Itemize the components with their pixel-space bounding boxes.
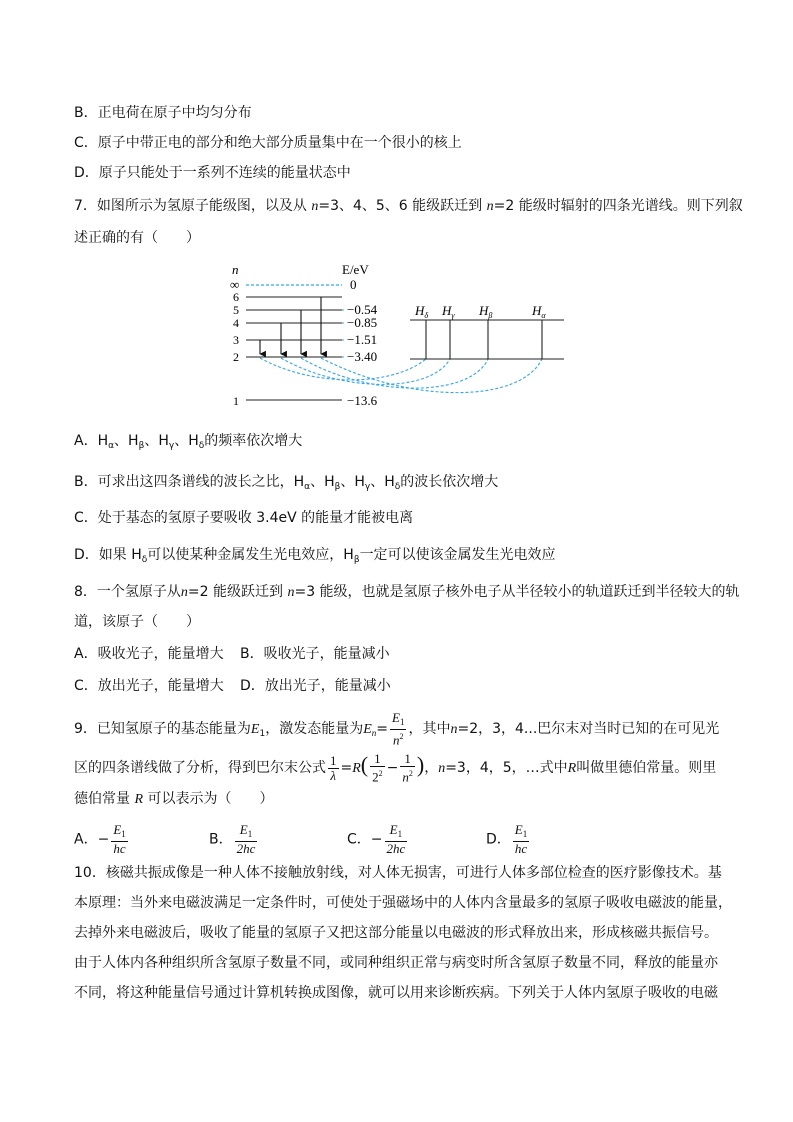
q10-line5: 不同，将这种能量信号通过计算机转换成图像，就可以用来诊断疾病。下列关于人体内氢原子吸收的电磁 bbox=[74, 985, 718, 1001]
energy-2: −3.40 bbox=[347, 349, 378, 364]
level-label-4: 4 bbox=[233, 316, 239, 330]
q8-option-d: D．放出光子，能量减小 bbox=[240, 678, 391, 694]
level-label-inf: ∞ bbox=[230, 277, 240, 292]
energy-4: −0.85 bbox=[347, 315, 378, 330]
q8-option-c: C．放出光子，能量增大 bbox=[74, 678, 224, 694]
q10-line3: 去掉外来电磁波后，吸收了能量的氢原子又把这部分能量以电磁波的形式释放出来，形成核磁共振信号。 bbox=[74, 925, 718, 941]
q9-stem-line3: 德伯常量 R 可以表示为（ ） bbox=[74, 791, 274, 807]
axis-n-label: n bbox=[232, 262, 239, 277]
level-label-3: 3 bbox=[233, 333, 239, 347]
level-label-2: 2 bbox=[233, 350, 239, 364]
q8-stem-line2: 道，该原子（ ） bbox=[74, 614, 200, 630]
level-label-1: 1 bbox=[233, 394, 239, 408]
q10-line2: 本原理：当外来电磁波满足一定条件时，可使处于强磁场中的人体内含量最多的氢原子吸收电磁波的能量， bbox=[74, 895, 732, 911]
q7-option-d: D．如果 $H_\delta$可以使某种金属发生光电效应，$H_\beta$一定可以使该金属发生光电效应 bbox=[74, 547, 556, 565]
q8-option-b: B．吸收光子，能量减小 bbox=[240, 646, 390, 662]
level-label-6: 6 bbox=[233, 290, 239, 304]
energy-3: −1.51 bbox=[347, 332, 378, 347]
energy-1: −13.6 bbox=[347, 393, 378, 408]
energy-inf: 0 bbox=[350, 277, 357, 292]
q8-option-a: A．吸收光子，能量增大 bbox=[74, 646, 224, 662]
axis-e-label: E/eV bbox=[342, 262, 369, 277]
q7-option-b: B．可求出这四条谱线的波长之比，$H_\alpha$、$H_\beta$、$H_\gamma$、$H_\delta$的波长依次增大 bbox=[74, 474, 499, 492]
q9-option-b: B． $\frac{E_1}{2hc}$ bbox=[209, 822, 256, 856]
label-h-beta: $H_\beta$ bbox=[479, 303, 493, 320]
q7-stem-line1: 7．如图所示为氢原子能级图，以及从 n=3、4、5、6 能级跃迁到 n=2 能级时辐射的四条光谱线。则下列叙 bbox=[74, 198, 743, 214]
q7-option-a: A．$H_\alpha$、$H_\beta$、$H_\gamma$、$H_\delta$的频率依次增大 bbox=[74, 433, 303, 451]
q9-option-c: C．− $\frac{E_1}{2hc}$ bbox=[347, 822, 406, 856]
q7-stem-line2: 述正确的有（ ） bbox=[74, 230, 200, 246]
label-h-delta: $H_\delta$ bbox=[415, 303, 429, 320]
energy-level-diagram bbox=[220, 258, 580, 418]
label-h-alpha: $H_\alpha$ bbox=[532, 303, 546, 320]
q6-option-d: D．原子只能处于一系列不连续的能量状态中 bbox=[74, 165, 351, 181]
energy-5: −0.54 bbox=[347, 302, 378, 317]
q9-option-a: A．− $\frac{E_1}{hc}$ bbox=[74, 822, 126, 856]
level-label-5: 5 bbox=[233, 303, 239, 317]
q6-option-b: B．正电荷在原子中均匀分布 bbox=[74, 105, 252, 121]
q9-stem-line1: 9．已知氢原子的基态能量为$E_1$，激发态能量为$E_n=$ $\frac{E_1}{n^2}$ ，其中n=2，3，4...巴尔末对当时已知的在可见光 bbox=[74, 710, 720, 748]
label-h-gamma: $H_\gamma$ bbox=[442, 303, 455, 320]
q10-line4: 由于人体内各种组织所含氢原子数量不同，或同种组织正常与病变时所含氢原子数量不同，释放的能量亦 bbox=[74, 955, 718, 971]
q9-option-d: D． $\frac{E_1}{hc}$ bbox=[486, 822, 528, 856]
q8-stem-line1: 8．一个氢原子从n=2 能级跃迁到 n=3 能级，也就是氢原子核外电子从半径较小的轨道跃迁到半径较大的轨 bbox=[74, 584, 740, 600]
q6-option-c: C．原子中带正电的部分和绝大部分质量集中在一个很小的核上 bbox=[74, 135, 462, 151]
q10-line1: 10．核磁共振成像是一种人体不接触放射线，对人体无损害，可进行人体多部位检查的医疗影像技术。基 bbox=[74, 865, 722, 881]
q9-stem-line2: 区的四条谱线做了分析，得到巴尔末公式 $\frac{1}{\lambda}$ =R( $\frac{1}{2^2}$ − $\frac{1}{n^2}$ )，n=3，4，5，…式中R叫做里德伯常量。则里 bbox=[74, 751, 717, 785]
q7-option-c: C．处于基态的氢原子要吸收 3.4eV 的能量才能被电离 bbox=[74, 510, 414, 526]
